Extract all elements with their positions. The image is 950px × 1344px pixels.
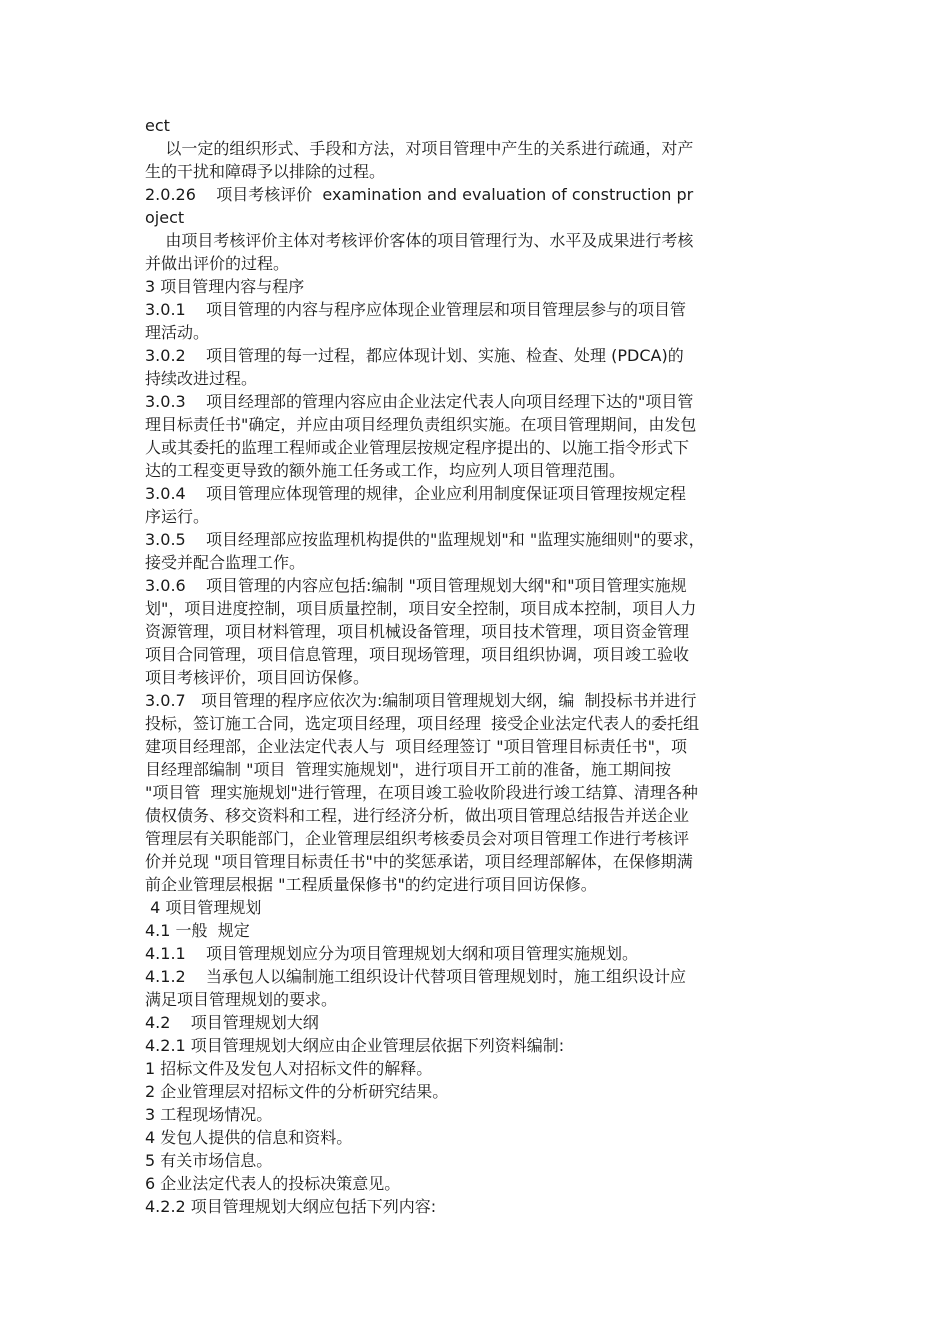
text-line: 4.2.2 项目管理规划大纲应包括下列内容:: [145, 1197, 437, 1216]
text-line: 3.0.6 项目管理的内容应包括:编制 "项目管理规划大纲"和"项目管理实施规: [145, 576, 687, 595]
text-line: 3.0.4 项目管理应体现管理的规律，企业应利用制度保证项目管理按规定程: [145, 484, 687, 503]
text-line: 由项目考核评价主体对考核评价客体的项目管理行为、水平及成果进行考核: [145, 231, 694, 250]
text-line: 理目标责任书"确定，并应由项目经理负责组织实施。在项目管理期间，由发包: [145, 415, 697, 434]
text-line: 4.2 项目管理规划大纲: [145, 1013, 319, 1032]
text-line: 序运行。: [145, 507, 210, 526]
text-line: 3 工程现场情况。: [145, 1105, 273, 1124]
text-line: 项目合同管理，项目信息管理，项目现场管理，项目组织协调，项目竣工验收: [145, 645, 690, 664]
text-line: 管理层有关职能部门，企业管理层组织考核委员会对项目管理工作进行考核评: [145, 829, 690, 848]
text-line: 2.0.26 项目考核评价 examination and evaluation of construction pr: [145, 185, 694, 204]
text-line: 3.0.3 项目经理部的管理内容应由企业法定代表人向项目经理下达的"项目管: [145, 392, 694, 411]
text-line: 3.0.7 项目管理的程序应依次为:编制项目管理规划大纲，编 制投标书并进行: [145, 691, 697, 710]
text-line: 4.1.1 项目管理规划应分为项目管理规划大纲和项目管理实施规划。: [145, 944, 639, 963]
text-line: 投标，签订施工合同，选定项目经理，项目经理 接受企业法定代表人的委托组: [145, 714, 700, 733]
text-line: 4 发包人提供的信息和资料。: [145, 1128, 353, 1147]
text-line: 3.0.5 项目经理部应按监理机构提供的"监理规划"和 "监理实施细则"的要求，: [145, 530, 705, 549]
text-line: 人或其委托的监理工程师或企业管理层按规定程序提出的、以施工指令形式下: [145, 438, 690, 457]
text-line: 2 企业管理层对招标文件的分析研究结果。: [145, 1082, 449, 1101]
text-line: 达的工程变更导致的额外施工任务或工作，均应列人项目管理范围。: [145, 461, 626, 480]
text-line: 3 项目管理内容与程序: [145, 277, 305, 296]
text-line: 持续改进过程。: [145, 369, 258, 388]
text-line: 并做出评价的过程。: [145, 254, 290, 273]
text-line: 4.1.2 当承包人以编制施工组织设计代替项目管理规划时，施工组织设计应: [145, 967, 687, 986]
text-line: 价并兑现 "项目管理目标责任书"中的奖惩承诺，项目经理部解体，在保修期满: [145, 852, 693, 871]
document-body: [145, 114, 820, 1218]
text-line: 1 招标文件及发包人对招标文件的解释。: [145, 1059, 433, 1078]
text-line: 债权债务、移交资料和工程，进行经济分析，做出项目管理总结报告并送企业: [145, 806, 690, 825]
text-line: 接受并配合监理工作。: [145, 553, 306, 572]
text-line: oject: [145, 208, 185, 227]
text-line: 5 有关市场信息。: [145, 1151, 273, 1170]
text-line: 项目考核评价，项目回访保修。: [145, 668, 370, 687]
text-line: ect: [145, 116, 170, 135]
text-line: 4.1 一般 规定: [145, 921, 250, 940]
text-line: 满足项目管理规划的要求。: [145, 990, 338, 1009]
text-line: 4.2.1 项目管理规划大纲应由企业管理层依据下列资料编制:: [145, 1036, 565, 1055]
text-line: 建项目经理部，企业法定代表人与 项目经理签订 "项目管理目标责任书"，项: [145, 737, 687, 756]
text-line: 划"，项目进度控制，项目质量控制，项目安全控制，项目成本控制，项目人力: [145, 599, 697, 618]
text-line: 6 企业法定代表人的投标决策意见。: [145, 1174, 401, 1193]
text-line: 以一定的组织形式、手段和方法，对项目管理中产生的关系进行疏通，对产: [145, 139, 694, 158]
text-line: 目经理部编制 "项目 管理实施规划"，进行项目开工前的准备，施工期间按: [145, 760, 671, 779]
text-line: 3.0.2 项目管理的每一过程，都应体现计划、实施、检查、处理 (PDCA)的: [145, 346, 684, 365]
text-line: 4 项目管理规划: [145, 898, 262, 917]
text-line: 理活动。: [145, 323, 210, 342]
text-line: 3.0.1 项目管理的内容与程序应体现企业管理层和项目管理层参与的项目管: [145, 300, 687, 319]
text-line: "项目管 理实施规划"进行管理，在项目竣工验收阶段进行竣工结算、清理各种: [145, 783, 698, 802]
text-line: 生的干扰和障碍予以排除的过程。: [145, 162, 386, 181]
text-line: 前企业管理层根据 "工程质量保修书"的约定进行项目回访保修。: [145, 875, 597, 894]
text-line: 资源管理，项目材料管理，项目机械设备管理，项目技术管理，项目资金管理: [145, 622, 690, 641]
